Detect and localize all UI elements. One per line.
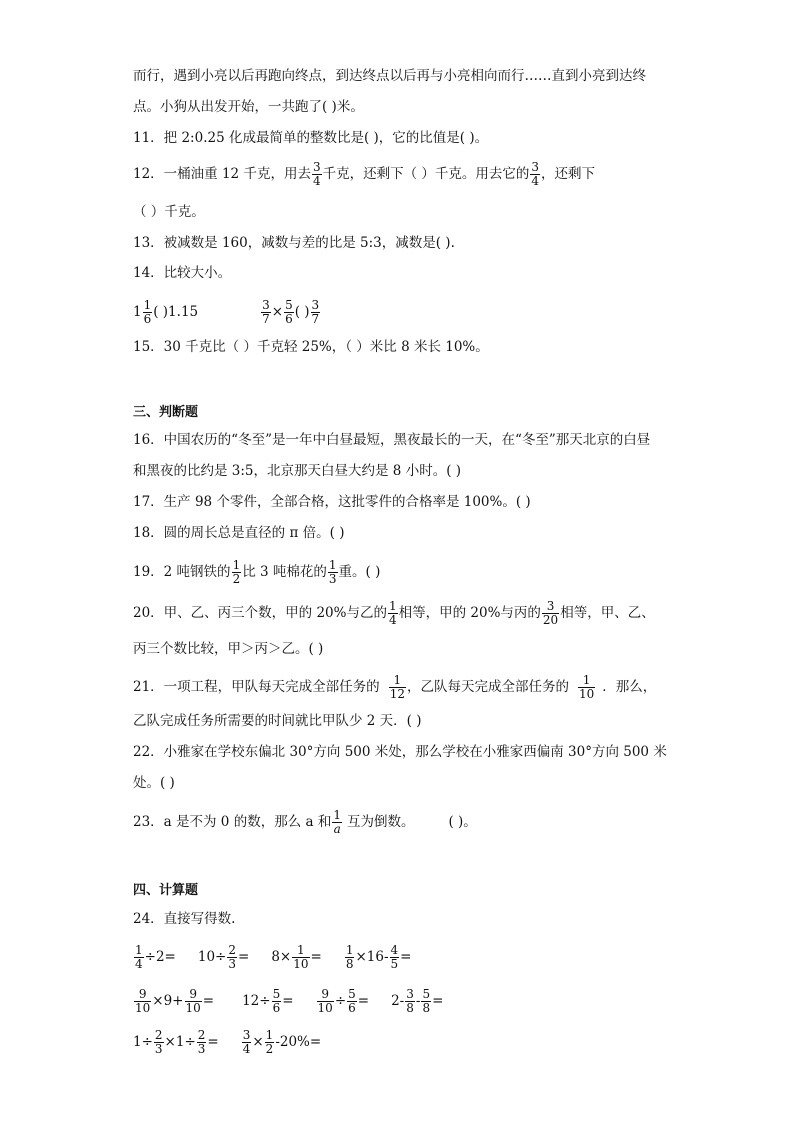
section-title-calculation: 四、计算题 — [133, 883, 199, 898]
q14-title: 14．比较大小。 — [133, 265, 232, 281]
fraction: $\frac{2}{3}$ — [154, 1028, 163, 1056]
section-title-judgement: 三、判断题 — [133, 405, 199, 420]
q20-line1 — [133, 600, 655, 627]
fraction: $\frac{5}{8}$ — [422, 987, 431, 1015]
fraction: $\frac{1}{4}$ — [388, 599, 397, 627]
q24-row1 — [133, 944, 411, 971]
fraction: $\frac{1}{2}$ — [265, 1028, 274, 1056]
q17: 17．生产 98 个零件，全部合格，这批零件的合格率是 100%。( ) — [133, 494, 531, 510]
fraction: $\frac{1}{12}$ — [389, 673, 405, 701]
q20-text-c: 相等，甲、乙、 — [560, 605, 655, 621]
q15: 15．30 千克比（ ）千克轻 25%，（ ）米比 8 米长 10%。 — [133, 339, 489, 355]
expr: 8× $\frac{1}{10}$ = — [271, 943, 322, 971]
q21-text-b: ，乙队每天完成全部任务的 — [406, 679, 569, 695]
q23 — [133, 809, 477, 836]
expr: 2- $\frac{3}{8}$ - $\frac{5}{8}$ = — [391, 987, 444, 1015]
q12-text-a: 12．一桶油重 12 千克，用去 — [133, 166, 311, 182]
fraction: $\frac{3}{8}$ — [406, 987, 414, 1015]
fraction: $\frac{2}{3}$ — [228, 943, 236, 971]
whole-number: 1 — [133, 304, 142, 320]
fraction: $\frac{1}{6}$ — [143, 298, 152, 326]
expr: 10÷ $\frac{2}{3}$ = — [197, 943, 250, 971]
fraction: $\frac{1}{2}$ — [232, 558, 241, 586]
q18: 18．圆的周长总是直径的 π 倍。( ) — [133, 525, 345, 541]
fraction: $\frac{9}{10}$ — [317, 987, 333, 1015]
q20-text-b: 相等，甲的 20%与丙的 — [398, 605, 541, 621]
fraction: $\frac{1}{8}$ — [345, 943, 354, 971]
expr: $\frac{1}{4}$ ÷2= — [135, 943, 176, 971]
q24-row2 — [133, 988, 443, 1015]
q22-line2: 处。( ) — [133, 775, 175, 791]
q23-text-c: ( )。 — [448, 814, 477, 830]
q22-line1: 22．小雅家在学校东偏北 30°方向 500 米处，那么学校在小雅家西偏南 30°方向 500 米 — [133, 744, 667, 760]
expr: $\frac{9}{10}$ ÷ $\frac{5}{6}$ = — [317, 987, 370, 1015]
fraction: $\frac{9}{10}$ — [135, 987, 151, 1015]
times-sign: × — [271, 304, 284, 320]
q10-line1: 而行，遇到小亮以后再跑向终点，到达终点以后再与小亮相向而行……直到小亮到达终 — [133, 68, 646, 84]
fraction: $\frac{1}{3}$ — [328, 558, 337, 586]
q23-text-a: 23．a 是不为 0 的数，那么 a 和 — [133, 814, 332, 830]
fraction: $\frac{3}{7}$ — [262, 298, 270, 326]
q20-line2: 丙三个数比较，甲＞丙＞乙。( ) — [133, 641, 324, 657]
fraction: $\frac{9}{10}$ — [185, 987, 201, 1015]
fraction: $\frac{4}{5}$ — [390, 943, 399, 971]
fraction: $\frac{3}{4}$ — [242, 1028, 251, 1056]
expr: 12÷ $\frac{5}{6}$ = — [242, 987, 294, 1015]
expr: $\frac{9}{10}$ ×9+ $\frac{9}{10}$ = — [135, 987, 215, 1015]
fraction: $\frac{1}{4}$ — [135, 943, 143, 971]
fraction: $\frac{1}{10}$ — [293, 943, 309, 971]
q19-text-c: 重。( ) — [338, 564, 381, 580]
expr: $\frac{3}{4}$ × $\frac{1}{2}$ -20%= — [242, 1028, 322, 1056]
q10-line2: 点。小狗从出发开始，一共跑了( )米。 — [133, 99, 364, 115]
q21-line2: 乙队完成任务所需要的时间就比甲队少 2 天．( ) — [133, 713, 422, 729]
q23-text-b: 互为倒数。 — [346, 814, 415, 830]
q14-compare — [133, 299, 321, 326]
fraction: $\frac{1}{a}$ — [333, 808, 341, 836]
fraction: $\frac{5}{6}$ — [272, 987, 281, 1015]
q19-text-a: 19．2 吨钢铁的 — [133, 564, 231, 580]
q16-line1: 16．中国农历的“冬至”是一年中白昼最短，黑夜最长的一天，在“冬至”那天北京的白昼 — [133, 432, 651, 448]
fraction: $\frac{3}{7}$ — [311, 298, 320, 326]
q16-line2: 和黑夜的比约是 3:5，北京那天白昼大约是 8 小时。( ) — [133, 463, 462, 479]
q24-row3 — [133, 1029, 321, 1056]
q20-text-a: 20．甲、乙、丙三个数，甲的 20%与乙的 — [133, 605, 387, 621]
fraction: $\frac{3}{20}$ — [542, 599, 559, 627]
expr: $\frac{1}{8}$ ×16- $\frac{4}{5}$ = — [345, 943, 412, 971]
q13: 13．被减数是 160，减数与差的比是 5:3，减数是( ). — [133, 235, 455, 251]
q12-line2: （ ）千克。 — [133, 204, 205, 220]
fraction: $\frac{5}{6}$ — [285, 298, 293, 326]
expr: 1÷ $\frac{2}{3}$ ×1÷ $\frac{2}{3}$ = — [133, 1028, 219, 1056]
q24-title: 24．直接写得数. — [133, 911, 236, 927]
q21-text-c: ．那么， — [602, 679, 657, 695]
fraction: $\frac{1}{10}$ — [578, 673, 595, 701]
fraction: $\frac{2}{3}$ — [197, 1028, 206, 1056]
q12-line1 — [133, 161, 595, 188]
q19-text-b: 比 3 吨棉花的 — [242, 564, 327, 580]
q12-text-b: 千克，还剩下（ ）千克。用去它的 — [322, 166, 530, 182]
compare-blank-1: ( )1.15 — [153, 304, 199, 320]
q21-text-a: 21．一项工程，甲队每天完成全部任务的 — [133, 679, 380, 695]
q12-text-c: ，还剩下 — [541, 166, 596, 182]
q19 — [133, 559, 380, 586]
fraction: $\frac{3}{4}$ — [312, 160, 321, 188]
q21-line1 — [133, 674, 656, 701]
fraction: $\frac{5}{6}$ — [348, 987, 356, 1015]
compare-blank-2: ( ) — [294, 304, 310, 320]
fraction: $\frac{3}{4}$ — [531, 160, 540, 188]
q11: 11．把 2:0.25 化成最简单的整数比是( )，它的比值是( )。 — [133, 130, 489, 146]
